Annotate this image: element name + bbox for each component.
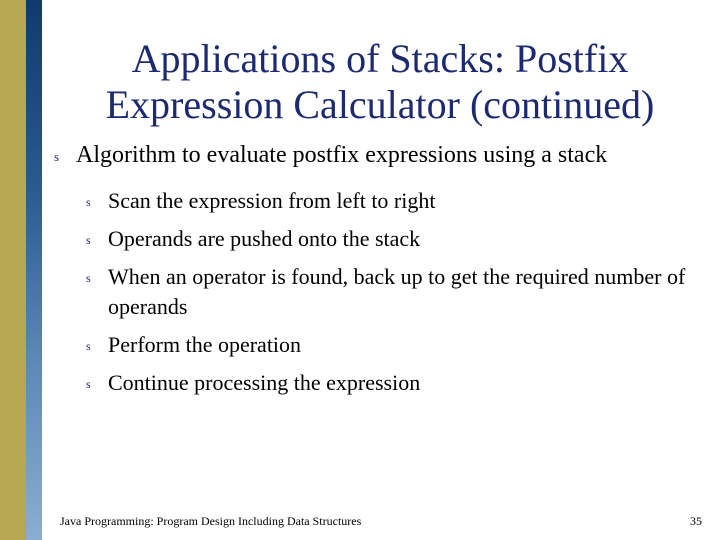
sub-bullet-text: Perform the operation	[108, 332, 302, 357]
bullet-icon: s	[54, 149, 60, 164]
sub-bullet-item	[50, 186, 690, 216]
bullet-text: Algorithm to evaluate postfix expressions using a stack	[76, 142, 608, 168]
slide-footer: Java Programming: Program Design Including Data Structures	[60, 514, 362, 528]
slide-title: Applications of Stacks: Postfix Expression Calculator (continued)	[105, 36, 655, 127]
sub-bullet-item	[50, 224, 690, 254]
bullet-icon: s	[86, 271, 91, 285]
bullet-item	[50, 140, 690, 170]
sub-bullet-item	[50, 262, 690, 322]
sub-bullet-item	[50, 330, 690, 360]
bullet-icon: s	[86, 195, 91, 209]
sub-bullet-text: Operands are pushed onto the stack	[108, 226, 421, 251]
slide-content	[50, 140, 690, 398]
side-bar-navy	[26, 0, 42, 540]
sub-bullet-text: When an operator is found, back up to get the required number of operands	[108, 264, 686, 319]
bullet-icon: s	[86, 233, 91, 247]
side-bar-olive	[0, 0, 26, 540]
sub-bullet-text: Continue processing the expression	[108, 370, 421, 395]
bullet-icon: s	[86, 377, 91, 391]
sub-bullet-text: Scan the expression from left to right	[108, 188, 436, 213]
sub-bullet-item	[50, 368, 690, 398]
bullet-icon: s	[86, 339, 91, 353]
page-number: 35	[690, 514, 702, 528]
